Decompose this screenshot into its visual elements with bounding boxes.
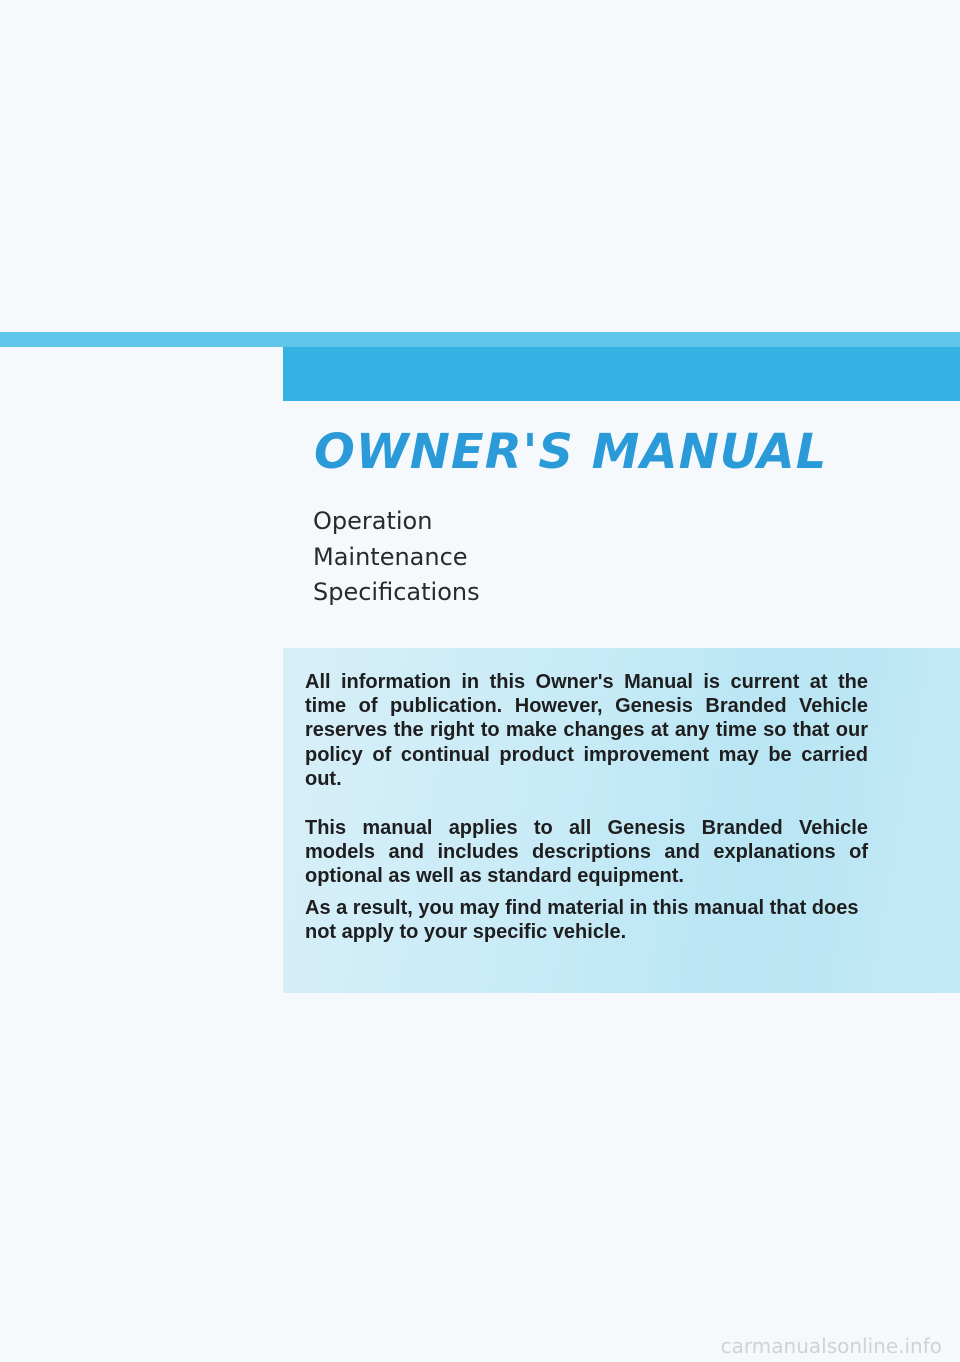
section-maintenance: Maintenance xyxy=(313,542,468,571)
section-operation: Operation xyxy=(313,507,433,535)
header-color-block xyxy=(283,347,960,401)
notice-paragraph-disclaimer: As a result, you may find material in this manual that does not apply to your specific vehicle. xyxy=(305,896,859,943)
watermark-text: carmanualsonline.info xyxy=(720,1334,942,1358)
section-list xyxy=(313,504,480,611)
notice-panel xyxy=(283,648,960,993)
notice-paragraph-current-info: All information in this Owner's Manual is current at the time of publication. However, Genesis Branded Vehicle reserves the right to make changes at any time so that our policy of continual product improvement may be carried out. xyxy=(305,671,868,790)
section-specifications: Specifications xyxy=(313,578,480,606)
manual-title: OWNER'S MANUAL xyxy=(314,424,828,480)
notice-paragraph-applicability: This manual applies to all Genesis Branded Vehicle models and includes descriptions and explanations of optional as well as standard equipment. xyxy=(305,817,868,888)
top-color-band xyxy=(0,332,960,347)
